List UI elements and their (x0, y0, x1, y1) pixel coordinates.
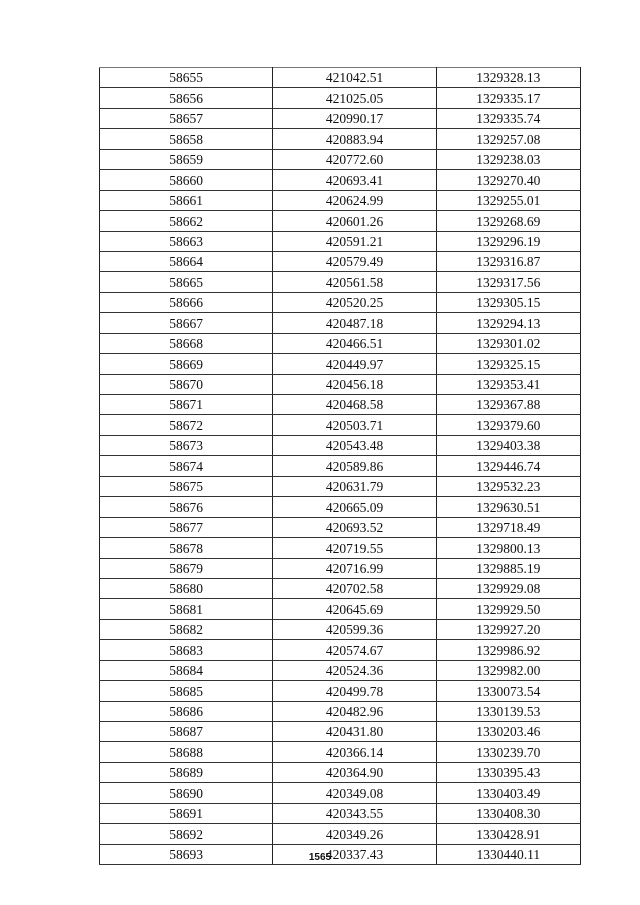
point-id-cell: 58679 (100, 558, 273, 578)
table-row (100, 129, 581, 149)
table-row (100, 558, 581, 578)
point-id-cell: 58682 (100, 619, 273, 639)
y-coordinate-cell: 1329353.41 (436, 374, 580, 394)
x-coordinate-cell: 420645.69 (273, 599, 436, 619)
point-id-cell: 58692 (100, 824, 273, 844)
y-coordinate-cell: 1329301.02 (436, 333, 580, 353)
x-coordinate-cell: 420456.18 (273, 374, 436, 394)
point-id-cell: 58655 (100, 68, 273, 88)
table-row (100, 803, 581, 823)
y-coordinate-cell: 1329403.38 (436, 435, 580, 455)
y-coordinate-cell: 1329885.19 (436, 558, 580, 578)
x-coordinate-cell: 420349.26 (273, 824, 436, 844)
y-coordinate-cell: 1329982.00 (436, 660, 580, 680)
x-coordinate-cell: 421025.05 (273, 88, 436, 108)
point-id-cell: 58659 (100, 149, 273, 169)
x-coordinate-cell: 420337.43 (273, 844, 436, 864)
table-row (100, 272, 581, 292)
table-row (100, 722, 581, 742)
page-number: 1565 (308, 852, 332, 863)
y-coordinate-cell: 1329929.50 (436, 599, 580, 619)
y-coordinate-cell: 1329328.13 (436, 68, 580, 88)
point-id-cell: 58671 (100, 395, 273, 415)
y-coordinate-cell: 1329255.01 (436, 190, 580, 210)
table-row (100, 578, 581, 598)
point-id-cell: 58665 (100, 272, 273, 292)
x-coordinate-cell: 420591.21 (273, 231, 436, 251)
y-coordinate-cell: 1329268.69 (436, 211, 580, 231)
x-coordinate-cell: 420561.58 (273, 272, 436, 292)
x-coordinate-cell: 421042.51 (273, 68, 436, 88)
y-coordinate-cell: 1330408.30 (436, 803, 580, 823)
y-coordinate-cell: 1330073.54 (436, 681, 580, 701)
x-coordinate-cell: 420693.41 (273, 170, 436, 190)
table-row (100, 435, 581, 455)
table-row (100, 292, 581, 312)
y-coordinate-cell: 1330440.11 (436, 844, 580, 864)
x-coordinate-cell: 420665.09 (273, 497, 436, 517)
table-row (100, 68, 581, 88)
point-id-cell: 58667 (100, 313, 273, 333)
x-coordinate-cell: 420574.67 (273, 640, 436, 660)
point-id-cell: 58668 (100, 333, 273, 353)
point-id-cell: 58681 (100, 599, 273, 619)
x-coordinate-cell: 420624.99 (273, 190, 436, 210)
point-id-cell: 58689 (100, 762, 273, 782)
x-coordinate-cell: 420702.58 (273, 578, 436, 598)
x-coordinate-cell: 420719.55 (273, 538, 436, 558)
x-coordinate-cell: 420449.97 (273, 354, 436, 374)
point-id-cell: 58678 (100, 538, 273, 558)
table-row (100, 333, 581, 353)
coordinate-table-body (100, 68, 581, 865)
x-coordinate-cell: 420343.55 (273, 803, 436, 823)
x-coordinate-cell: 420431.80 (273, 722, 436, 742)
point-id-cell: 58693 (100, 844, 273, 864)
table-row (100, 415, 581, 435)
point-id-cell: 58669 (100, 354, 273, 374)
x-coordinate-cell: 420631.79 (273, 476, 436, 496)
x-coordinate-cell: 420589.86 (273, 456, 436, 476)
y-coordinate-cell: 1329335.74 (436, 108, 580, 128)
table-row (100, 88, 581, 108)
point-id-cell: 58676 (100, 497, 273, 517)
x-coordinate-cell: 420990.17 (273, 108, 436, 128)
y-coordinate-cell: 1329367.88 (436, 395, 580, 415)
table-row (100, 824, 581, 844)
point-id-cell: 58657 (100, 108, 273, 128)
point-id-cell: 58685 (100, 681, 273, 701)
y-coordinate-cell: 1330395.43 (436, 762, 580, 782)
y-coordinate-cell: 1330428.91 (436, 824, 580, 844)
table-row (100, 640, 581, 660)
y-coordinate-cell: 1329325.15 (436, 354, 580, 374)
point-id-cell: 58673 (100, 435, 273, 455)
x-coordinate-cell: 420543.48 (273, 435, 436, 455)
table-row (100, 517, 581, 537)
x-coordinate-cell: 420599.36 (273, 619, 436, 639)
x-coordinate-cell: 420499.78 (273, 681, 436, 701)
y-coordinate-cell: 1329294.13 (436, 313, 580, 333)
table-row (100, 497, 581, 517)
y-coordinate-cell: 1329630.51 (436, 497, 580, 517)
point-id-cell: 58670 (100, 374, 273, 394)
table-row (100, 456, 581, 476)
point-id-cell: 58680 (100, 578, 273, 598)
point-id-cell: 58660 (100, 170, 273, 190)
y-coordinate-cell: 1329986.92 (436, 640, 580, 660)
y-coordinate-cell: 1330203.46 (436, 722, 580, 742)
x-coordinate-cell: 420524.36 (273, 660, 436, 680)
y-coordinate-cell: 1329335.17 (436, 88, 580, 108)
table-row (100, 619, 581, 639)
x-coordinate-cell: 420772.60 (273, 149, 436, 169)
point-id-cell: 58666 (100, 292, 273, 312)
x-coordinate-cell: 420468.58 (273, 395, 436, 415)
y-coordinate-cell: 1329800.13 (436, 538, 580, 558)
point-id-cell: 58686 (100, 701, 273, 721)
point-id-cell: 58674 (100, 456, 273, 476)
point-id-cell: 58663 (100, 231, 273, 251)
point-id-cell: 58661 (100, 190, 273, 210)
x-coordinate-cell: 420883.94 (273, 129, 436, 149)
table-row (100, 660, 581, 680)
x-coordinate-cell: 420601.26 (273, 211, 436, 231)
x-coordinate-cell: 420364.90 (273, 762, 436, 782)
y-coordinate-cell: 1329238.03 (436, 149, 580, 169)
point-id-cell: 58658 (100, 129, 273, 149)
point-id-cell: 58677 (100, 517, 273, 537)
table-row (100, 762, 581, 782)
point-id-cell: 58691 (100, 803, 273, 823)
point-id-cell: 58675 (100, 476, 273, 496)
y-coordinate-cell: 1329270.40 (436, 170, 580, 190)
table-row (100, 742, 581, 762)
x-coordinate-cell: 420487.18 (273, 313, 436, 333)
x-coordinate-cell: 420503.71 (273, 415, 436, 435)
point-id-cell: 58690 (100, 783, 273, 803)
x-coordinate-cell: 420366.14 (273, 742, 436, 762)
table-row (100, 231, 581, 251)
x-coordinate-cell: 420520.25 (273, 292, 436, 312)
y-coordinate-cell: 1329929.08 (436, 578, 580, 598)
table-row (100, 354, 581, 374)
x-coordinate-cell: 420482.96 (273, 701, 436, 721)
x-coordinate-cell: 420466.51 (273, 333, 436, 353)
table-row (100, 149, 581, 169)
x-coordinate-cell: 420693.52 (273, 517, 436, 537)
x-coordinate-cell: 420716.99 (273, 558, 436, 578)
point-id-cell: 58683 (100, 640, 273, 660)
x-coordinate-cell: 420579.49 (273, 251, 436, 271)
point-id-cell: 58672 (100, 415, 273, 435)
y-coordinate-cell: 1329305.15 (436, 292, 580, 312)
y-coordinate-cell: 1329446.74 (436, 456, 580, 476)
coordinate-table (99, 67, 581, 865)
y-coordinate-cell: 1329296.19 (436, 231, 580, 251)
table-row (100, 251, 581, 271)
point-id-cell: 58687 (100, 722, 273, 742)
table-row (100, 538, 581, 558)
table-row (100, 190, 581, 210)
table-row (100, 681, 581, 701)
point-id-cell: 58662 (100, 211, 273, 231)
y-coordinate-cell: 1329718.49 (436, 517, 580, 537)
table-row (100, 211, 581, 231)
table-row (100, 374, 581, 394)
point-id-cell: 58664 (100, 251, 273, 271)
y-coordinate-cell: 1329317.56 (436, 272, 580, 292)
y-coordinate-cell: 1330139.53 (436, 701, 580, 721)
y-coordinate-cell: 1329257.08 (436, 129, 580, 149)
table-row (100, 783, 581, 803)
point-id-cell: 58684 (100, 660, 273, 680)
table-row (100, 313, 581, 333)
y-coordinate-cell: 1329379.60 (436, 415, 580, 435)
table-row (100, 170, 581, 190)
y-coordinate-cell: 1329316.87 (436, 251, 580, 271)
table-row (100, 701, 581, 721)
x-coordinate-cell: 420349.08 (273, 783, 436, 803)
y-coordinate-cell: 1329927.20 (436, 619, 580, 639)
y-coordinate-cell: 1330239.70 (436, 742, 580, 762)
y-coordinate-cell: 1330403.49 (436, 783, 580, 803)
table-row (100, 395, 581, 415)
table-row (100, 599, 581, 619)
table-row (100, 108, 581, 128)
table-row (100, 476, 581, 496)
point-id-cell: 58656 (100, 88, 273, 108)
point-id-cell: 58688 (100, 742, 273, 762)
y-coordinate-cell: 1329532.23 (436, 476, 580, 496)
